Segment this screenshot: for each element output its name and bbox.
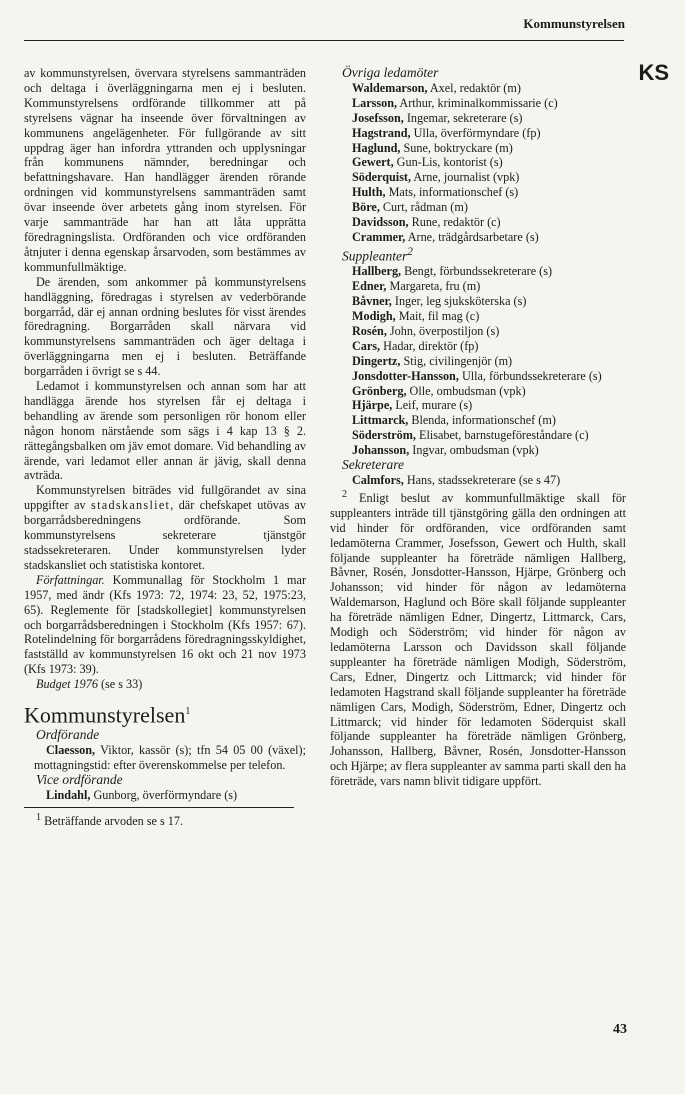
member-entry bbox=[330, 215, 626, 230]
paragraph bbox=[24, 573, 306, 677]
text-run: , där chefskapet utövas av borgarrådsberedningens ordförande. Som kommunstyrelsens sekreterare tjänstgör stadssekreteraren. Under kommunstyrelsen lyder stadskansliet och statistiska kontoret. bbox=[24, 498, 306, 572]
member-entry bbox=[330, 155, 626, 170]
member-name: Waldemarson, bbox=[352, 80, 428, 95]
supp-list bbox=[330, 264, 626, 458]
member-entry bbox=[330, 339, 626, 354]
page-number: 43 bbox=[613, 1022, 627, 1037]
footnote-sup: 1 bbox=[36, 811, 42, 823]
member-name: Dingertz, bbox=[352, 353, 401, 368]
member-name: Söderquist, bbox=[352, 170, 412, 185]
sekr-heading: Sekreterare bbox=[342, 457, 404, 473]
entry-name: Lindahl, bbox=[46, 788, 91, 803]
member-name: Haglund, bbox=[352, 140, 401, 155]
footnote-text: Beträffande arvoden se s 17. bbox=[41, 813, 183, 828]
text-run: Kommunstyrelsen biträdes vid fullgörandet av sina uppgifter av bbox=[24, 483, 306, 513]
vice-entry bbox=[24, 788, 306, 803]
section-title-text: Kommunstyrelsen bbox=[24, 702, 186, 728]
footnote-text: Enligt beslut av kommunfullmäktige skall för suppleanters inträde till tjänstgöring gälla den ordningen att vid hinder för ordföranden, vice ordföranden samt ledamöterna Crammer, Josefsson, Gewert och Hulth, skall följande suppleanter ha företräde nämligen Hallberg, Båvner, Rosén, Jonsdotter-Hansson, Hjärpe, Grönberg och Johansson; vid hinder för någon av ledamöterna Waldemarson, Haglund och Böre skall följande suppleanter ha företräde nämligen Edner, Dingertz, Littmarck, Cars, Modigh och Söderström; vid hinder för någon av ledamöterna Larsson och Davidsson skall följande suppleanter ha företräde nämligen Modigh, Söderström, Cars, Edner, Dingertz och Littmarck; vid hinder för ledamoten Hagstrand skall följande suppleanter ha företräde nämligen Cars, Modigh, Söderström, Edner, Dingertz och Littmarck; vid hinder för ledamoten Söderquist skall följande suppleanter ha företräde nämligen Grönberg, Johansson, Hallberg, Båvner, Rosén, Jonsdotter-Hansson och Hjärpe; av flera suppleanter av samma parti skall den ha företräde, vars namn blivit tidigare uppfört. bbox=[330, 490, 626, 789]
header-rule bbox=[24, 40, 624, 41]
member-name: Båvner, bbox=[352, 294, 392, 309]
member-name: Hulth, bbox=[352, 185, 386, 200]
footnote-rule bbox=[24, 807, 294, 808]
entry-text: Gunborg, överförmyndare (s) bbox=[90, 788, 238, 803]
member-detail: Elisabet, barnstugeföreståndare (c) bbox=[415, 428, 589, 443]
member-name: Davidsson, bbox=[352, 215, 409, 230]
member-entry bbox=[330, 81, 626, 96]
member-name: Josefsson, bbox=[352, 110, 404, 125]
vice-heading: Vice ordförande bbox=[36, 772, 123, 788]
section-title-sup: 1 bbox=[185, 706, 191, 718]
member-detail: Arne, journalist (vpk) bbox=[411, 170, 520, 185]
left-column bbox=[24, 66, 306, 829]
forf-text: Kommunallag för Stockholm 1 mar 1957, med ändr (Kfs 1973: 72, 1974: 23, 52, 1975:23, 65). Reglemente för [stadskollegiet] kommunstyrelsen och borgarrådsberedningen i Stockholm (Kfs 1957: 67). Rotelindelning för borgarrådens föredragningsskyldighet, fastställd av kommunstyrelsen 16 okt och 21 nov 1973 (Kfs 1973: 39). bbox=[24, 572, 306, 677]
member-entry bbox=[330, 111, 626, 126]
entry-text: Hans, stadssekreterare (se s 47) bbox=[403, 472, 561, 487]
section-title bbox=[24, 700, 306, 727]
member-name: Gewert, bbox=[352, 155, 394, 170]
member-entry bbox=[330, 230, 626, 245]
forf-label: Författningar. bbox=[36, 572, 105, 587]
member-entry bbox=[330, 185, 626, 200]
member-detail: Rune, redaktör (c) bbox=[408, 215, 501, 230]
member-detail: Bengt, förbundssekreterare (s) bbox=[401, 264, 553, 279]
member-entry bbox=[330, 354, 626, 369]
member-entry bbox=[330, 369, 626, 384]
member-name: Modigh, bbox=[352, 309, 396, 323]
member-detail: John, överpostiljon (s) bbox=[386, 323, 500, 338]
member-detail: Arthur, kriminalkommissarie (c) bbox=[397, 95, 558, 110]
member-detail: Olle, ombudsman (vpk) bbox=[406, 383, 526, 398]
member-entry bbox=[330, 200, 626, 215]
member-detail: Ingemar, sekreterare (s) bbox=[403, 110, 523, 125]
member-entry bbox=[330, 398, 626, 413]
entry-name: Calmfors, bbox=[352, 472, 404, 487]
member-detail: Blenda, informationschef (m) bbox=[408, 413, 556, 428]
member-entry bbox=[330, 443, 626, 458]
member-detail: Curt, rådman (m) bbox=[379, 200, 468, 215]
member-entry bbox=[330, 309, 626, 324]
sekr-entry bbox=[330, 473, 626, 488]
member-detail: Leif, murare (s) bbox=[392, 398, 473, 413]
member-name: Littmarck, bbox=[352, 413, 409, 428]
member-detail: Mait, fil mag (c) bbox=[395, 309, 480, 323]
member-name: Larsson, bbox=[352, 95, 398, 110]
footnote-sup: 2 bbox=[342, 488, 348, 500]
budget-label: Budget 1976 bbox=[36, 677, 98, 692]
member-entry bbox=[330, 294, 626, 309]
member-name: Grönberg, bbox=[352, 383, 407, 398]
member-name: Johansson, bbox=[352, 443, 410, 458]
member-entry bbox=[330, 384, 626, 399]
member-entry bbox=[330, 264, 626, 279]
paragraph bbox=[24, 483, 306, 572]
paragraph: av kommunstyrelsen, övervara styrelsens sammanträden och deltaga i överläggningarna men ej i besluten. Kommunstyrelsens ordförande tillkommer att på styrelsens vägnar ha inseende över förvaltningen av kommunens angelägenheter. För fullgörande av sitt uppdrag äger han infordra yttranden och upplysningar från kommunens nämnder, beredningar och befattningshavare. Han handlägger ärenden rörande ordningen vid kommunstyrelsens sammanträden samt övar inseende över arbetets gång inom styrelsen. För varje sammanträde har han att låta upprätta föredragningslista. Ordföranden och vice ordföranden åtnjuter i denna egenskap årsarvoden, som bestämmes av kommunfullmäktige. bbox=[24, 66, 306, 274]
member-entry bbox=[330, 170, 626, 185]
member-name: Hagstrand, bbox=[352, 125, 411, 140]
member-entry bbox=[330, 279, 626, 294]
member-detail: Ulla, förbundssekreterare (s) bbox=[458, 368, 602, 383]
entry-name: Claesson, bbox=[46, 743, 96, 758]
footnote-2 bbox=[330, 488, 626, 789]
member-name: Söderström, bbox=[352, 428, 416, 443]
member-detail: Ingvar, ombudsman (vpk) bbox=[409, 443, 539, 458]
member-detail: Mats, informationschef (s) bbox=[385, 185, 519, 200]
paragraph: Ledamot i kommunstyrelsen och annan som har att handlägga ärende hos styrelsen får ej deltaga i behandling av ärende som personligen rör honom eller någon honom närstående som sägs i 4 kap 13 § 2. rättegångsbalken om jäv emot domare. Vid behandling av ärende, vari ledamot eller annan är jävig, skall denna avträda. bbox=[24, 379, 306, 483]
spaced-term: stadskansliet bbox=[91, 498, 171, 513]
member-name: Jonsdotter-Hansson, bbox=[352, 368, 459, 383]
member-detail: Margareta, fru (m) bbox=[386, 279, 481, 294]
member-name: Hallberg, bbox=[352, 264, 402, 279]
supp-heading-sup: 2 bbox=[407, 245, 413, 258]
member-name: Cars, bbox=[352, 338, 381, 353]
paragraph bbox=[24, 677, 306, 692]
member-name: Crammer, bbox=[352, 229, 406, 244]
running-head: Kommunstyrelsen bbox=[523, 16, 625, 31]
member-entry bbox=[330, 126, 626, 141]
budget-text: (se s 33) bbox=[97, 677, 143, 692]
supp-heading-text: Suppleanter bbox=[342, 248, 408, 264]
member-detail: Stig, civilingenjör (m) bbox=[400, 353, 513, 368]
member-detail: Hadar, direktör (fp) bbox=[380, 338, 479, 353]
member-name: Böre, bbox=[352, 200, 380, 215]
member-detail: Ulla, överförmyndare (fp) bbox=[410, 125, 541, 140]
member-name: Hjärpe, bbox=[352, 398, 393, 413]
member-detail: Arne, trädgårdsarbetare (s) bbox=[405, 229, 539, 244]
ordforande-entry bbox=[24, 743, 306, 773]
member-detail: Inger, leg sjuksköterska (s) bbox=[391, 294, 527, 309]
right-column bbox=[330, 66, 626, 789]
entry-text: Viktor, kassör (s); tfn 54 05 00 (växel); mottagningstid: efter överenskommelse per telefon. bbox=[34, 743, 306, 773]
member-detail: Gun-Lis, kontorist (s) bbox=[393, 155, 503, 170]
member-entry bbox=[330, 141, 626, 156]
ovriga-list bbox=[330, 81, 626, 245]
member-entry bbox=[330, 324, 626, 339]
footnote-1 bbox=[24, 811, 306, 829]
member-entry bbox=[330, 413, 626, 428]
member-detail: Axel, redaktör (m) bbox=[427, 80, 521, 95]
member-entry bbox=[330, 96, 626, 111]
ovriga-heading: Övriga ledamöter bbox=[342, 65, 439, 80]
paragraph: De ärenden, som ankommer på kommunstyrelsens handläggning, föredragas i styrelsen av vederbörande borgarråd, där ej annan ordning beslutes för visst ärendes föredragning. Borgarråden skall närvara vid kommunstyrelsens sammanträden och äger deltaga i överläggningarna men ej i besluten. Beträffande borgarråden i övrigt se s 44. bbox=[24, 274, 306, 379]
member-entry bbox=[330, 428, 626, 443]
supp-heading bbox=[330, 245, 626, 264]
member-name: Rosén, bbox=[352, 323, 387, 338]
member-detail: Sune, boktryckare (m) bbox=[400, 140, 513, 155]
ordforande-heading: Ordförande bbox=[36, 727, 100, 743]
section-tab: KS bbox=[638, 60, 669, 85]
member-name: Edner, bbox=[352, 279, 387, 294]
